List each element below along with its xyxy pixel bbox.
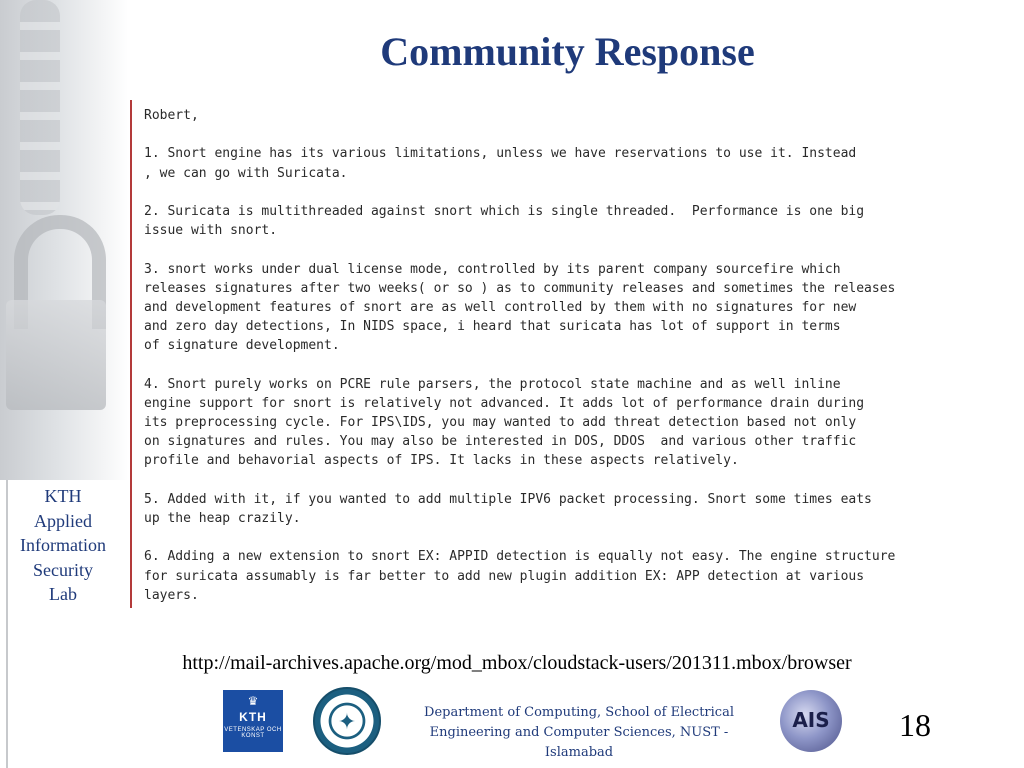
- email-line: on signatures and rules. You may also be interested in DOS, DDOS and various other traffic: [144, 434, 857, 450]
- email-line: for suricata assumably is far better to add new plugin addition EX: APP detection at various: [144, 568, 865, 584]
- email-line: of signature development.: [144, 338, 340, 354]
- email-line: layers.: [144, 587, 199, 603]
- email-line: profile and behavorial aspects of IPS. It lacks in these aspects relatively.: [144, 453, 739, 469]
- email-line: , we can go with Suricata.: [144, 165, 348, 181]
- email-line: Robert,: [144, 108, 199, 123]
- email-line: and development features of snort are as well controlled by them with no signatures for new: [144, 299, 857, 315]
- email-line: [144, 125, 1010, 144]
- lab-name-line: Information: [20, 535, 106, 555]
- email-line: 4. Snort purely works on PCRE rule parsers, the protocol state machine and as well inline: [144, 376, 841, 392]
- crown-icon: ♛: [247, 694, 259, 708]
- email-line: 3. snort works under dual license mode, controlled by its parent company sourcefire which: [144, 261, 841, 277]
- ais-logo: AIS: [780, 690, 842, 752]
- kth-logo-subtext: VETENSKAP OCH KONST: [224, 727, 282, 739]
- source-url[interactable]: http://mail-archives.apache.org/mod_mbox/cloudstack-users/201311.mbox/browser: [182, 652, 852, 674]
- email-line: [144, 240, 1010, 259]
- kth-logo-text: KTH: [239, 710, 267, 724]
- slide-title: Community Response: [380, 29, 755, 74]
- lab-name: [4, 484, 122, 607]
- lab-name-line: Applied: [34, 510, 92, 531]
- email-excerpt: [130, 100, 1010, 608]
- email-line: [144, 528, 1010, 547]
- email-line: 6. Adding a new extension to snort EX: APPID detection is equally not easy. The engine structure: [144, 549, 896, 565]
- email-line: issue with snort.: [144, 223, 278, 239]
- email-line: 1. Snort engine has its various limitations, unless we have reservations to use it. Instead: [144, 146, 857, 162]
- department-text: Department of Computing, School of Electrical Engineering and Computer Sciences, NUST - Islamabad: [424, 705, 734, 760]
- email-line: releases signatures after two weeks( or so ) as to community releases and sometimes the releases: [144, 280, 896, 296]
- nust-seal-logo: [313, 687, 381, 755]
- email-line: 2. Suricata is multithreaded against snort which is single threaded. Performance is one big: [144, 203, 865, 219]
- seal-emblem-icon: ✦: [337, 709, 357, 734]
- email-line: [144, 183, 1010, 202]
- email-line: [144, 355, 1010, 374]
- lab-name-line: KTH: [44, 486, 82, 506]
- email-line: 5. Added with it, if you wanted to add multiple IPV6 packet processing. Snort some times eats: [144, 491, 872, 507]
- lab-name-line: Security: [33, 559, 93, 580]
- email-line: up the heap crazily.: [144, 510, 301, 526]
- kth-logo: [223, 690, 283, 752]
- email-line: engine support for snort is relatively not advanced. It adds lot of performance drain during: [144, 395, 865, 411]
- padlock-icon: [6, 300, 106, 410]
- email-line: [144, 471, 1010, 490]
- page-number: 18: [899, 707, 931, 743]
- email-line: and zero day detections, In NIDS space, i heard that suricata has lot of support in terms: [144, 319, 841, 335]
- lab-name-line: Lab: [49, 584, 77, 604]
- email-line: its preprocessing cycle. For IPS\IDS, you may wanted to add threat detection based not only: [144, 415, 857, 430]
